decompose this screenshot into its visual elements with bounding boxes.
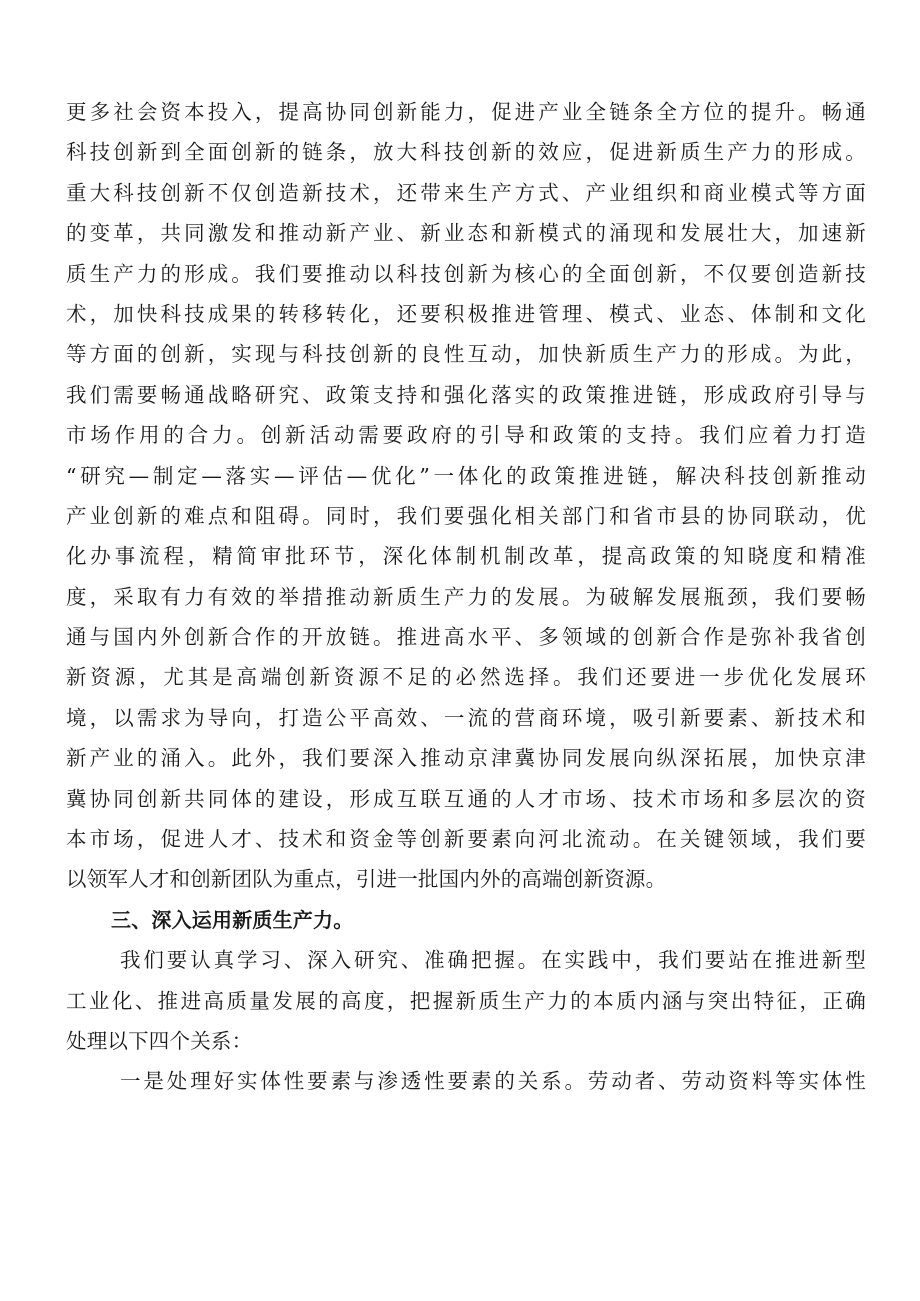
text-line: 处理以下四个关系： [66, 1028, 253, 1053]
text-line: 一是处理好实体性要素与渗透性要素的关系。劳动者、劳动资料等实体性 [120, 1069, 866, 1094]
text-line: 新产业的涌入。此外，我们要深入推动京津冀协同发展向纵深拓展，加快京津 [66, 746, 866, 771]
text-line: 以领军人才和创新团队为重点，引进一批国内外的高端创新资源。 [66, 867, 667, 892]
text-line: “研究—制定—落实—评估—优化”一体化的政策推进链，解决科技创新推动 [66, 463, 866, 488]
text-line: 工业化、推进高质量发展的高度，把握新质生产力的本质内涵与突出特征，正确 [66, 988, 866, 1013]
text-line: 术，加快科技成果的转移转化，还要积极推进管理、模式、业态、体制和文化 [66, 301, 866, 326]
text-line: 通与国内外创新合作的开放链。推进高水平、多领域的创新合作是弥补我省创 [66, 625, 866, 650]
paragraph-3 [66, 1061, 866, 1101]
paragraph-1 [66, 92, 866, 900]
text-line: 的变革，共同激发和推动新产业、新业态和新模式的涌现和发展壮大，加速新 [66, 221, 866, 246]
text-line: 境，以需求为导向，打造公平高效、一流的营商环境，吸引新要素、新技术和 [66, 705, 866, 730]
text-line: 重大科技创新不仅创造新技术，还带来生产方式、产业组织和商业模式等方面 [66, 180, 866, 205]
document-body [66, 92, 866, 1102]
text-line: 我们需要畅通战略研究、政策支持和强化落实的政策推进链，形成政府引导与 [66, 382, 866, 407]
text-line: 等方面的创新，实现与科技创新的良性互动，加快新质生产力的形成。为此， [66, 342, 866, 367]
text-line: 化办事流程，精简审批环节，深化体制机制改革，提高政策的知晓度和精准 [66, 544, 866, 569]
text-line: 质生产力的形成。我们要推动以科技创新为核心的全面创新，不仅要创造新技 [66, 261, 866, 286]
text-line: 更多社会资本投入，提高协同创新能力，促进产业全链条全方位的提升。畅通 [66, 100, 866, 124]
text-line: 本市场，促进人才、技术和资金等创新要素向河北流动。在关键领域，我们要 [66, 827, 866, 852]
text-line: 度，采取有力有效的举措推动新质生产力的发展。为破解发展瓶颈，我们要畅 [66, 584, 866, 609]
text-line: 新资源，尤其是高端创新资源不足的必然选择。我们还要进一步优化发展环 [66, 665, 866, 690]
text-line: 科技创新到全面创新的链条，放大科技创新的效应，促进新质生产力的形成。 [66, 140, 866, 165]
text-line: 冀协同创新共同体的建设，形成互联互通的人才市场、技术市场和多层次的资 [66, 786, 866, 811]
text-line: 产业创新的难点和阻碍。同时，我们要强化相关部门和省市县的协同联动，优 [66, 503, 866, 528]
paragraph-2 [66, 940, 866, 1061]
text-line: 市场作用的合力。创新活动需要政府的引导和政策的支持。我们应着力打造 [66, 423, 866, 448]
text-line: 我们要认真学习、深入研究、准确把握。在实践中，我们要站在推进新型 [120, 948, 866, 973]
section-heading: 三、深入运用新质生产力。 [111, 907, 354, 932]
